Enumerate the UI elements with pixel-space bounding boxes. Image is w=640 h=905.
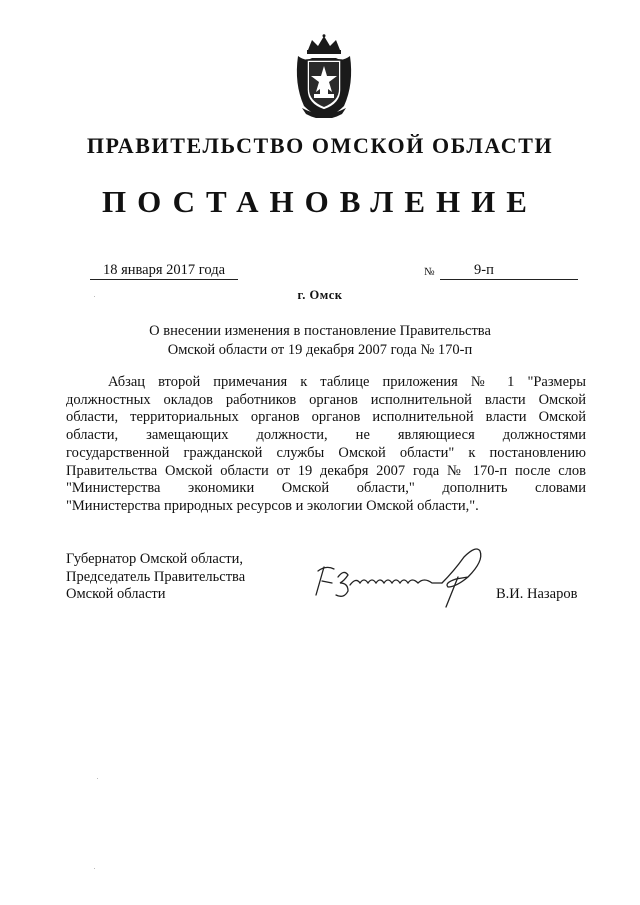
scan-speck <box>94 296 95 297</box>
subject-line: О внесении изменения в постановление Правительства <box>149 323 491 339</box>
signer-name: В.И. Назаров <box>496 586 578 602</box>
subject-line: Омской области от 19 декабря 2007 года № 170-п <box>167 342 473 358</box>
body-line: "Министерства природных ресурсов и экологии Омской области,". <box>66 497 479 514</box>
document-number-field <box>440 261 578 280</box>
signer-position <box>66 551 245 604</box>
document-number: 9-п <box>474 262 494 278</box>
document-city: г. Омск <box>297 288 343 302</box>
scan-speck <box>97 778 98 779</box>
body-line: государственной гражданской службы Омской области" к постановлению <box>66 444 586 461</box>
signer-position-line: Омской области <box>66 586 166 602</box>
scan-speck <box>94 868 95 869</box>
handwritten-signature-icon <box>308 543 488 611</box>
body-line: должностных окладов работников органов исполнительной власти Омской <box>66 391 586 408</box>
document-body <box>66 374 586 516</box>
body-line: области, замещающих должности, не являющиеся должностями <box>66 427 586 444</box>
signer-position-line: Губернатор Омской области, <box>66 551 243 567</box>
document-date: 18 января 2017 года <box>90 261 238 280</box>
body-line: "Министерства экономики Омской области," дополнить словами <box>66 480 586 497</box>
document-number-label: № <box>424 266 435 278</box>
body-line: области, территориальных органов органов исполнительной власти Омской <box>66 409 586 426</box>
body-line: Абзац второй примечания к таблице приложения № 1 "Размеры <box>108 374 586 390</box>
omsk-region-coat-of-arms-icon <box>292 34 356 118</box>
document-type-title: ПОСТАНОВЛЕНИЕ <box>102 184 538 219</box>
body-line: Правительства Омской области от 19 декабря 2007 года № 170-п после слов <box>66 462 586 479</box>
document-subject <box>0 322 640 360</box>
organization-title: ПРАВИТЕЛЬСТВО ОМСКОЙ ОБЛАСТИ <box>86 133 554 158</box>
signer-position-line: Председатель Правительства <box>66 568 246 585</box>
